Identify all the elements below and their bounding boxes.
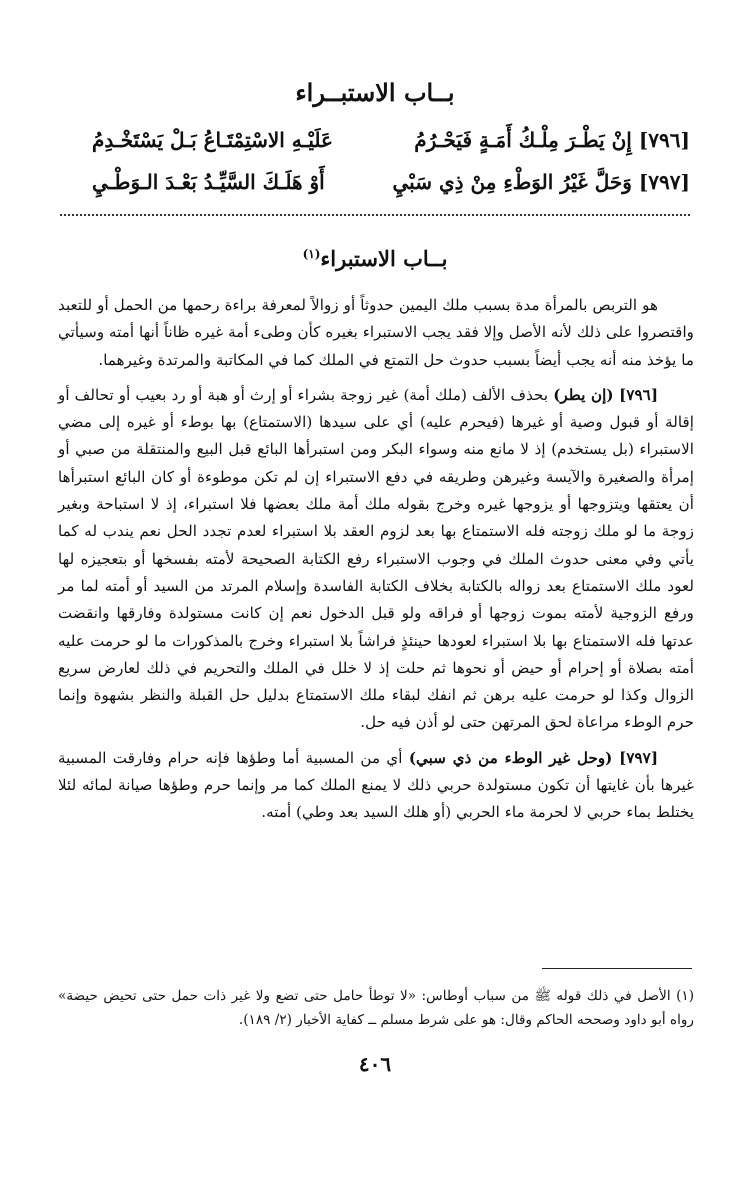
footnote: (١) الأصل في ذلك قوله ﷺ من سباب أوطاس: «لا توطأ حامل حتى تضع ولا غير ذات حمل حتى تحيض حيضة» رواه أبو داود وصححه الحاكم وقال: هو على شرط مسلم ــ كفاية الأخبار (٢/ ١٨٩). <box>58 988 694 1028</box>
paragraph-text: أي من المسبية أما وطؤها فإنه حرام وفارقت المسبية غيرها بأن غايتها أن تكون مستولدة حربي ذلك لا يمنع الملك كما مر وإنما حرم وطؤها صيانة لمائه لئلا يختلط بماء حربي لا لحرمة ماء الحربي (أو هلك السيد بعد وطي) أمته. <box>58 748 694 822</box>
paragraph-verse-796 <box>58 382 694 737</box>
paragraph-lead: [٧٩٦] (إن يطر) <box>553 385 658 404</box>
verse-second-hemistich: عَلَيْـهِ الاسْتِمْتَـاعُ بَـلْ يَسْتَخْـدِمُ <box>92 128 333 152</box>
verse-second-hemistich: أَوْ هَلَـكَ السَّيِّـدُ بَعْـدَ الـوَطْـيِ <box>92 170 325 194</box>
footnote-divider <box>542 968 692 969</box>
commentary-body <box>58 292 694 835</box>
dotted-divider <box>60 214 690 216</box>
paragraph-lead: [٧٩٧] (وحل غير الوطء من ذي سبي) <box>408 748 658 767</box>
paragraph-definition <box>58 292 694 374</box>
paragraph-text: هو التربص بالمرأة مدة بسبب ملك اليمين حدوثاً أو زوالاً لمعرفة براءة رحمها من الحمل أو للتعبد واقتصروا على ذلك لأنه الأصل وإلا فقد يجب الاستبراء بغيره كأن وطىء أمة غيره ظاناً أنها أمته وسيأتي ما يؤخذ منه أنه يجب أيضاً بسبب حدوث حل التمتع في الملك كما في المكاتبة والمرتدة وغيرهما. <box>58 296 694 369</box>
section-title <box>0 246 750 271</box>
paragraph-text: بحذف الألف (ملك أمة) غير زوجة بشراء أو إرث أو هبة أو رد بعيب أو تحالف أو إقالة أو قبول وصية أو غيرها (فيحرم عليه) أي على سيدها (الاستمتاع) بها بوطء أو غيره إلى مضي الاستبراء (بل يستخدم) إذ لا مانع منه وسواء البكر ومن استبرأها البائع قبل البيع والمنتقلة من صبي أو إمرأة والصغيرة والآيسة وغيرهن وطريقه في دفع الاستبراء إن لم تكن موطوءة أو كان البائع استبرأها أن يعتقها ويتزوجها أو يزوجها غيره وخرج بقوله ملك أمة ملك بعضها فلا استبراء، إذ لا استباحة وبغير زوجة ما لو ملك زوجته فله الاستمتاع بها بعد لزوم العقد بلا استبراء لعدم تجدد الحل نعم يندب له كما يأتي وفي معنى حدوث الملك في وجوب الاستبراء رفع الكتابة الصحيحة لأمته بفسخها أو بتعجيزه لها لعود ملك الاستمتاع بعد زواله بالكتابة بخلاف الكتابة الفاسدة وإسلام المرتد من السيد أو أمته لما مر ورفع الزوجية لأمته بموت زوجها أو فراقه ولو قبل الدخول نعم إن كانت مستولدة وفارقها وانقضت عدتها فله الاستمتاع بها بلا استبراء لعودها حينئذٍ فراشاً بلا استبراء وخرج بالمذكورات ما لو حرمت عليه أمته بصلاة أو إحرام أو حيض أو نحوها ثم حلت إذ لا خلل في الملك والتحريم في ذلك لعارض سريع الزوال وكذا لو حرمت عليه برهن ثم انفك لبقاء ملك الاستمتاع بدليل حل القبلة والنظر بشهوة وإنما حرم الوطء مراعاة لحق المرتهن حتى لو أذن فيه حل. <box>58 385 694 732</box>
verse-first-hemistich: [٧٩٧] وَحَلَّ غَيْرُ الوَطْءِ مِنْ ذِي سَبْيِ <box>392 170 690 194</box>
verse-first-hemistich: [٧٩٦] إِنْ يَطْـرَ مِلْـكُ أَمَـةٍ فَيَحْـرُمُ <box>414 128 690 152</box>
footnote-ref: (١) <box>302 247 321 261</box>
verse-line-797 <box>92 162 690 202</box>
paragraph-verse-797 <box>58 745 694 827</box>
chapter-title: بــاب الاستبــراء <box>295 78 455 107</box>
section-title-text: بــاب الاستبراء <box>320 246 448 271</box>
verse-line-796 <box>92 120 690 160</box>
page-number: ٤٠٦ <box>358 1052 392 1076</box>
